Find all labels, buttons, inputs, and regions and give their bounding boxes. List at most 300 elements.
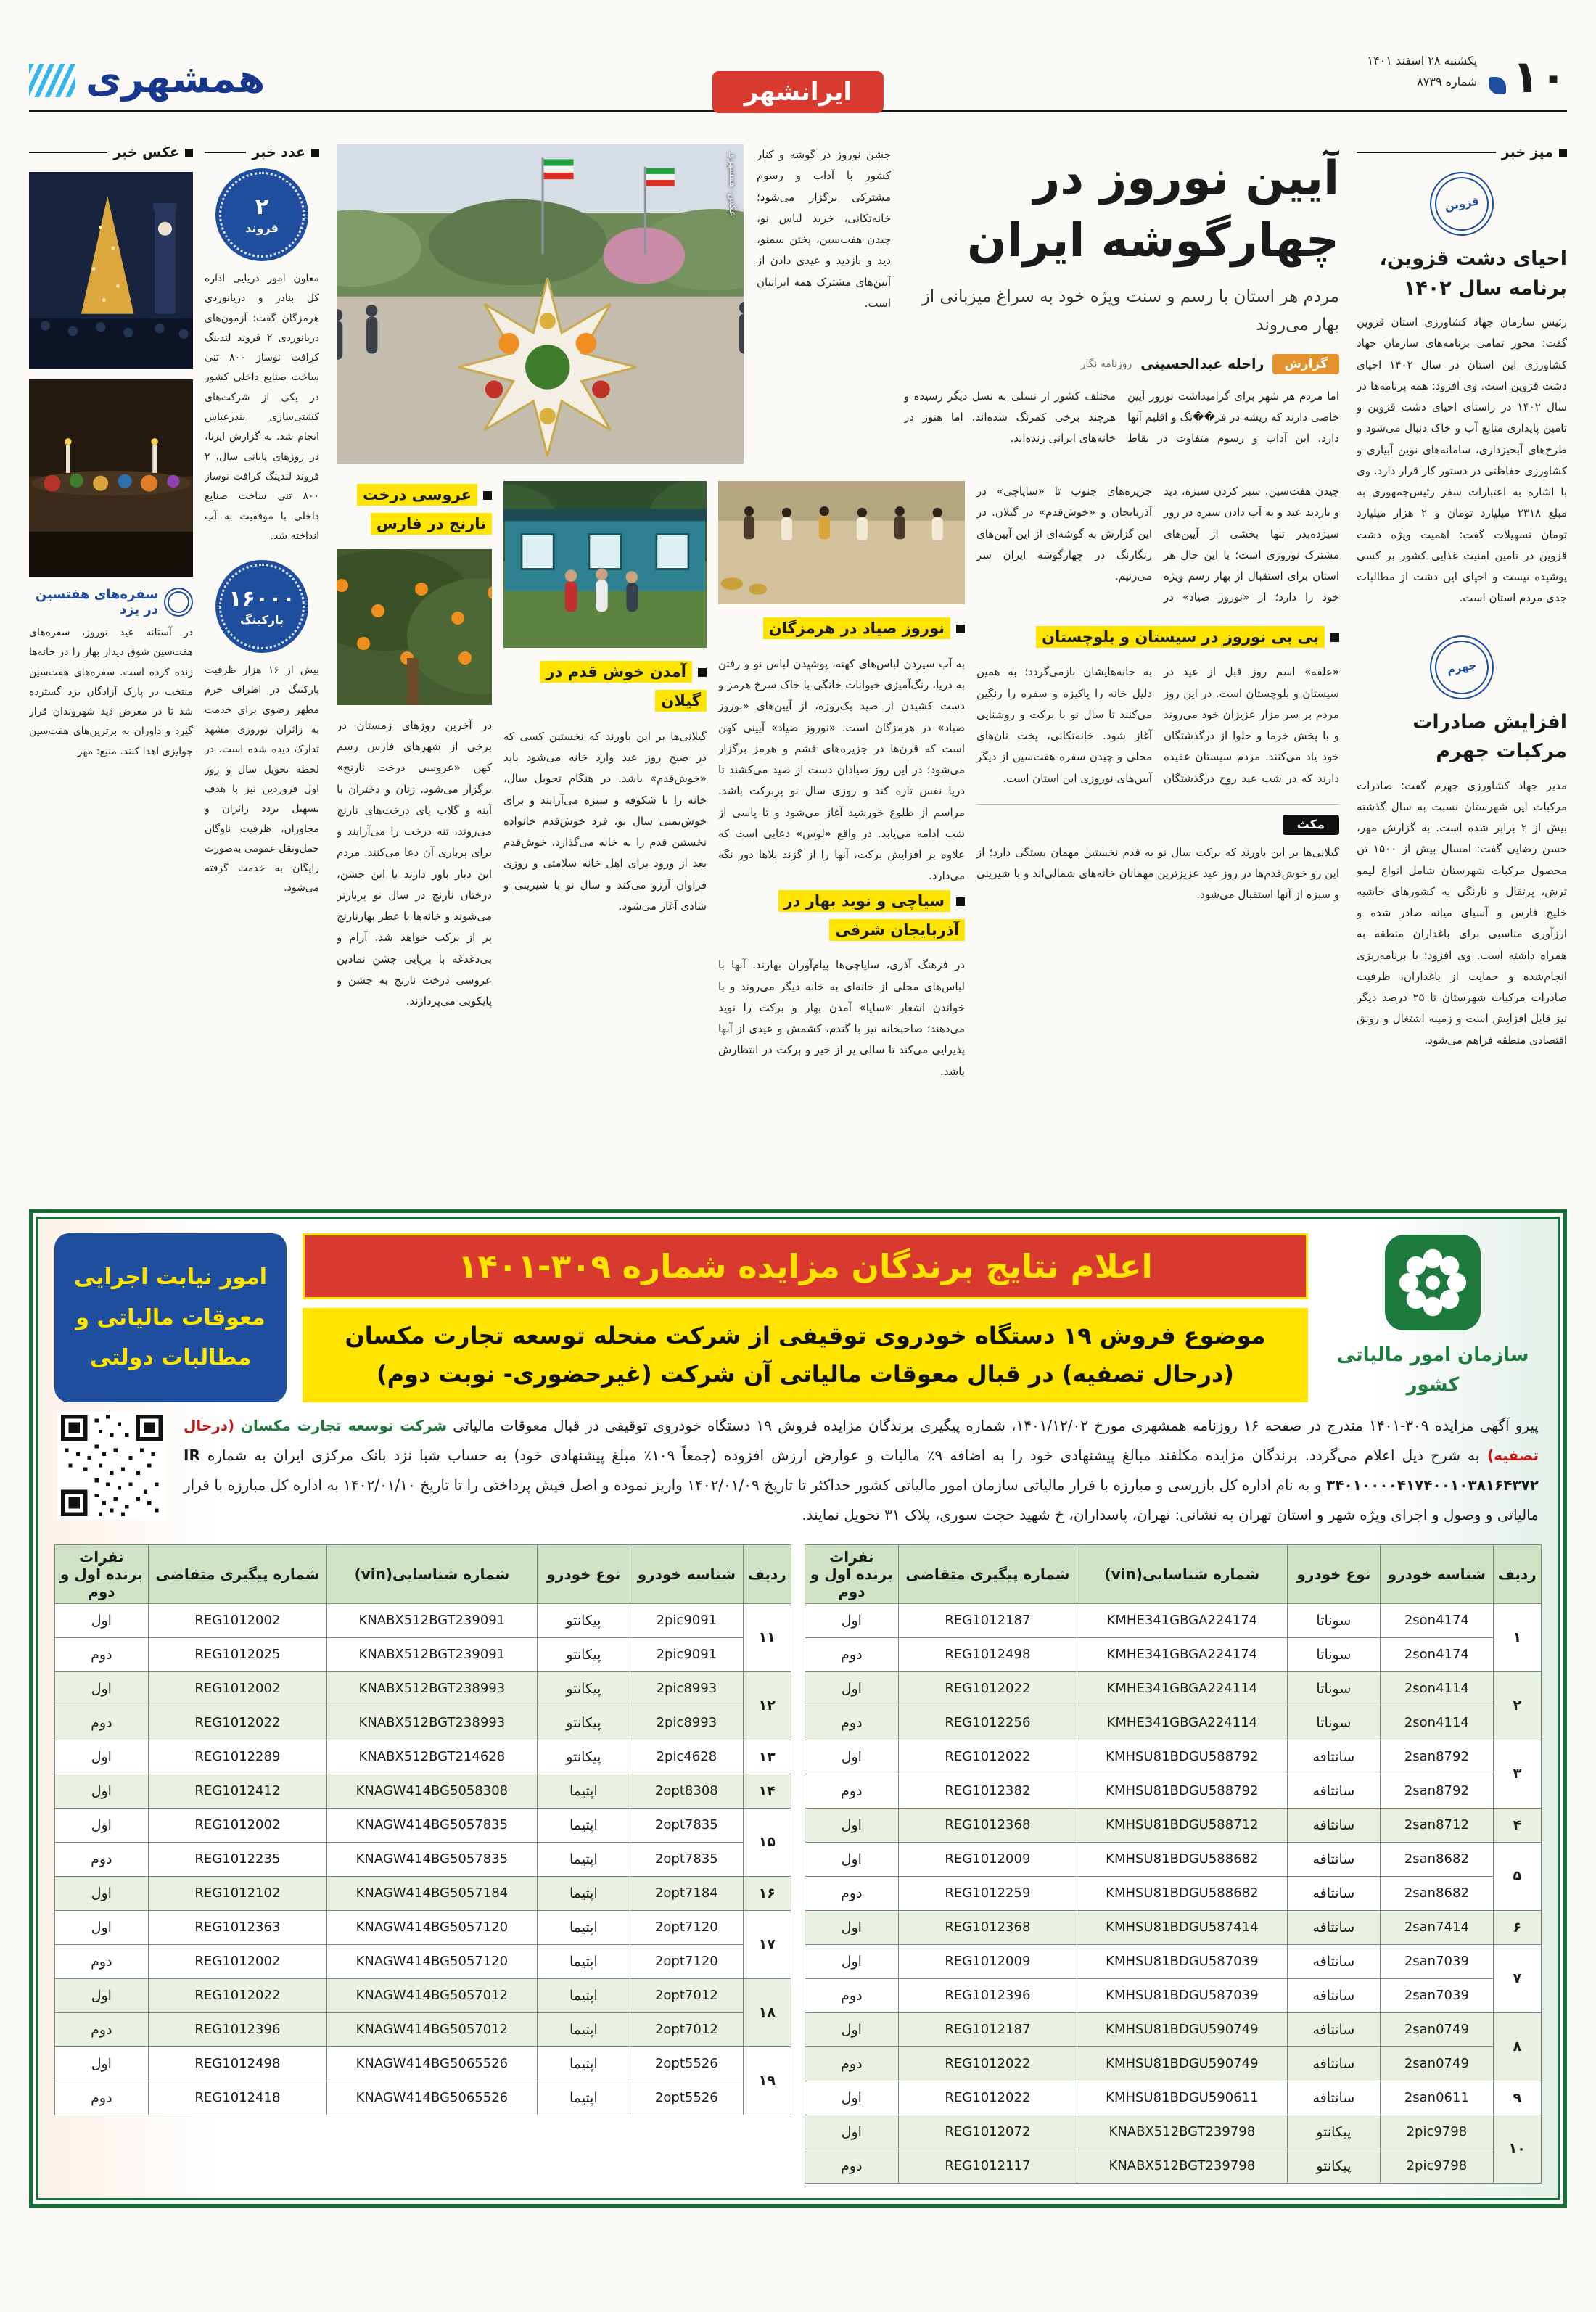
column-header: نوع خودرو	[1287, 1544, 1381, 1603]
auction-row	[55, 1978, 791, 2012]
lead-column	[757, 144, 891, 464]
column-header: شماره پیگیری متقاضی	[148, 1544, 327, 1603]
vehicle-type-cell: سوناتا	[1287, 1603, 1381, 1637]
subarticle-title: بی بی نوروز در سیستان و بلوچستان	[976, 623, 1339, 652]
vehicle-type-cell: پیکانتو	[537, 1706, 630, 1740]
vehicle-id-cell: 2san0611	[1381, 2081, 1493, 2115]
vehicle-id-cell: 2san8792	[1381, 1740, 1493, 1774]
winner-rank-cell: اول	[55, 1671, 149, 1706]
vehicle-id-cell: 2son4114	[1381, 1671, 1493, 1706]
square-bullet-icon	[956, 897, 965, 906]
row-number-cell: ۶	[1493, 1910, 1541, 1944]
vehicle-type-cell: پیکانتو	[537, 1671, 630, 1706]
row-number-cell: ۱۸	[743, 1978, 791, 2046]
tracking-number-cell: REG1012363	[148, 1910, 327, 1944]
subarticle-title: عروسی درخت نارنج در فارس	[337, 481, 492, 539]
column-header: نفرات برنده اول و دوم	[55, 1544, 149, 1603]
auction-row	[805, 1740, 1542, 1774]
article-title: افزایش صادرات مرکبات جهرم	[1412, 710, 1567, 762]
row-number-cell: ۱۱	[743, 1603, 791, 1671]
row-number-cell: ۴	[1493, 1808, 1541, 1842]
winner-rank-cell: اول	[55, 1876, 149, 1910]
winner-rank-cell: اول	[805, 1944, 899, 1978]
paragraph-segment: (درحال تصفیه)	[184, 1416, 1539, 1464]
vin-cell: KMHSU81BDGU588682	[1077, 1876, 1287, 1910]
vin-cell: KMHSU81BDGU587039	[1077, 1978, 1287, 2012]
edition-date: یکشنبه ۲۸ اسفند ۱۴۰۱	[1367, 54, 1478, 68]
vehicle-id-cell: 2san8712	[1381, 1808, 1493, 1842]
tracking-number-cell: REG1012022	[898, 2046, 1077, 2081]
row-number-cell: ۱۷	[743, 1910, 791, 1978]
vehicle-id-cell: 2opt5526	[630, 2081, 743, 2115]
winner-rank-cell: دوم	[55, 1944, 149, 1978]
auction-row	[55, 2081, 791, 2115]
tax-logo-art	[1385, 1235, 1481, 1330]
vehicle-id-cell: 2san7414	[1381, 1910, 1493, 1944]
winner-rank-cell: اول	[805, 2081, 899, 2115]
paragraph-segment: به شرح ذیل اعلام می‌گردد. برندگان مزایده مکلفند مبالغ پیشنهادی خود را به اضافه ۹٪ مالیات و عوارض ارزش افزوده (جمعاً ۱۰۹٪ مبلغ پیشنهادی خود) به حساب شبا نزد بانک مرکزی ایران به شماره	[200, 1446, 1480, 1464]
row-number-cell: ۸	[1493, 2012, 1541, 2081]
winner-rank-cell: دوم	[55, 2081, 149, 2115]
winner-rank-cell: دوم	[55, 1706, 149, 1740]
square-bullet-icon	[698, 668, 707, 677]
auction-row	[805, 1944, 1542, 1978]
vehicle-id-cell: 2opt7120	[630, 1910, 743, 1944]
subarticle-title: سیاچی و نوید بهار در آذربایجان شرقی	[718, 887, 965, 945]
section-label-news-desk	[1357, 144, 1567, 160]
winner-rank-cell: اول	[55, 1808, 149, 1842]
photo-hormozgan-beach	[718, 481, 965, 604]
main-lead: جشن نوروز در گوشه و کنار کشور با آداب و رسوم مشترکی برگزار می‌شود؛ خانه‌تکانی، خرید لباس نو، چیدن هفت‌سین، پختن سمنو، دید و بازدید و عیدی دادن از آیین‌های مشترک همه ایرانیان است.	[757, 148, 891, 310]
pause-body: گیلانی‌ها بر این باورند که برکت سال نو به قدم نخستین مهمان بستگی دارد؛ از این رو خوش‌قدم‌ها در روز عید عزیزترین مهمانان خانه‌های شمالی‌اند و با شیرینی و سبزه از آنها استقبال می‌شود.	[976, 845, 1339, 902]
vin-cell: KMHSU81BDGU588682	[1077, 1842, 1287, 1876]
news-desk-article	[1357, 635, 1567, 1051]
auction-row	[55, 1876, 791, 1910]
number-badge	[219, 564, 305, 649]
tracking-number-cell: REG1012256	[898, 1706, 1077, 1740]
vin-cell: KMHSU81BDGU590749	[1077, 2046, 1287, 2081]
vin-cell: KNAGW414BG5057184	[327, 1876, 537, 1910]
vehicle-type-cell: سانتافه	[1287, 1774, 1381, 1808]
auction-row	[805, 1842, 1542, 1876]
ad-inner-frame	[36, 1217, 1560, 2200]
column-header: شماره پیگیری متقاضی	[898, 1544, 1077, 1603]
winner-rank-cell: اول	[55, 1774, 149, 1808]
vin-cell: KMHSU81BDGU588792	[1077, 1740, 1287, 1774]
tracking-number-cell: REG1012002	[148, 1671, 327, 1706]
tracking-number-cell: REG1012022	[898, 1740, 1077, 1774]
vehicle-type-cell: سانتافه	[1287, 1978, 1381, 2012]
feature-top-row	[337, 144, 1339, 464]
vehicle-type-cell: پیکانتو	[537, 1637, 630, 1671]
feature-grid-col-c	[503, 481, 707, 1170]
vehicle-type-cell: اپتیما	[537, 2046, 630, 2081]
winner-rank-cell: اول	[55, 1978, 149, 2012]
vin-cell: KNABX512BGT239798	[1077, 2115, 1287, 2149]
vehicle-type-cell: سانتافه	[1287, 1740, 1381, 1774]
section-label-photo-news	[29, 144, 193, 160]
ad-header	[54, 1233, 1542, 1402]
ad-outer-frame	[29, 1209, 1567, 2208]
paragraph-segment: IR ۳۴۰۱۰۰۰۰۴۱۷۴۰۰۱۰۳۸۱۶۴۳۷۲	[184, 1446, 1539, 1494]
auction-row	[55, 1706, 791, 1740]
vin-cell: KNAGW414BG5065526	[327, 2081, 537, 2115]
winner-rank-cell: دوم	[805, 2046, 899, 2081]
vehicle-id-cell: 2san0749	[1381, 2012, 1493, 2046]
winner-rank-cell: اول	[805, 2012, 899, 2046]
newspaper-logo: همشهری	[29, 59, 265, 99]
page-header	[29, 32, 1567, 107]
vin-cell: KNAGW414BG5057120	[327, 1944, 537, 1978]
column-header: شناسه خودرو	[1381, 1544, 1493, 1603]
section-label-text: میز خبر	[1501, 144, 1553, 160]
tracking-number-cell: REG1012289	[148, 1740, 327, 1774]
auction-row	[55, 1637, 791, 1671]
row-number-cell: ۱۴	[743, 1774, 791, 1808]
vin-cell: KNAGW414BG5058308	[327, 1774, 537, 1808]
vehicle-id-cell: 2pic9798	[1381, 2149, 1493, 2183]
report-chip: گزارش	[1272, 354, 1339, 374]
tracking-number-cell: REG1012412	[148, 1774, 327, 1808]
tax-organization-logo	[1385, 1235, 1481, 1333]
auction-table-wrap-right	[805, 1544, 1542, 2184]
vehicle-id-cell: 2pic9091	[630, 1637, 743, 1671]
vin-cell: KMHE341GBGA224114	[1077, 1706, 1287, 1740]
pause-label: مکث	[1283, 815, 1339, 835]
subarticle-title: آمدن خوش قدم در گیلان	[503, 658, 707, 716]
vehicle-id-cell: 2opt7012	[630, 1978, 743, 2012]
page-corner-icon	[1489, 77, 1506, 94]
auction-row	[55, 1842, 791, 1876]
winner-rank-cell: دوم	[805, 1876, 899, 1910]
vehicle-type-cell: پیکانتو	[537, 1740, 630, 1774]
header-right	[1367, 50, 1567, 104]
article-title: احیای دشت قزوین، برنامه سال ۱۴۰۲	[1379, 247, 1567, 300]
vehicle-id-cell: 2san7039	[1381, 1944, 1493, 1978]
section-label-text: عکس خبر	[113, 144, 179, 160]
vehicle-id-cell: 2opt7012	[630, 2012, 743, 2046]
vehicle-type-cell: سانتافه	[1287, 1842, 1381, 1876]
vehicle-id-cell: 2opt7835	[630, 1842, 743, 1876]
vin-cell: KNAGW414BG5065526	[327, 2046, 537, 2081]
beach-photo-art	[718, 481, 965, 604]
label-rule	[29, 152, 107, 153]
seal-icon: جهرم	[1425, 630, 1499, 704]
vehicle-type-cell: اپتیما	[537, 1978, 630, 2012]
vehicle-id-cell: 2opt7835	[630, 1808, 743, 1842]
feature-grid-col-a	[976, 481, 1339, 1170]
section-label-text: عدد خبر	[252, 144, 305, 160]
vehicle-id-cell: 2son4174	[1381, 1637, 1493, 1671]
auction-row	[805, 1978, 1542, 2012]
vin-cell: KNABX512BGT214628	[327, 1740, 537, 1774]
tracking-number-cell: REG1012117	[898, 2149, 1077, 2183]
feature-grid-col-b	[718, 481, 965, 1170]
column-header: ردیف	[743, 1544, 791, 1603]
auction-row	[805, 2149, 1542, 2183]
feature-grid-col-d	[337, 481, 492, 1170]
executive-affairs-box: امور نیابت اجرایی معوقات مالیاتی و مطالبات دولتی	[54, 1233, 287, 1402]
auction-row	[55, 1671, 791, 1706]
cottage-photo-art	[503, 481, 707, 648]
row-number-cell: ۱۶	[743, 1876, 791, 1910]
vehicle-type-cell: اپتیما	[537, 1774, 630, 1808]
row-number-cell: ۱۰	[1493, 2115, 1541, 2183]
winner-rank-cell: دوم	[55, 2012, 149, 2046]
winner-rank-cell: اول	[805, 1910, 899, 1944]
tracking-number-cell: REG1012498	[898, 1637, 1077, 1671]
vin-cell: KNAGW414BG5057835	[327, 1808, 537, 1842]
winner-rank-cell: اول	[55, 1740, 149, 1774]
auction-row	[805, 2012, 1542, 2046]
row-number-cell: ۵	[1493, 1842, 1541, 1910]
column-header: نفرات برنده اول و دوم	[805, 1544, 899, 1603]
winner-rank-cell: اول	[55, 1910, 149, 1944]
article-body: رئیس سازمان جهاد کشاورزی استان قزوین گفت: محور تمامی برنامه‌های سازمان جهاد کشاورزی این استان در سال ۱۴۰۲ احیای دشت قزوین است. وی افزود: همه برنامه‌ها در سال ۱۴۰۲ در راستای احیای دشت قزوین و تامین پایداری منابع آب و خاک دنبال می‌شود و طرح‌های آبخیزداری، سامانه‌های نوین آبیاری و کشاورزی حفاظتی در دستور کار قرار دارد. وی با اشاره به اعتبارات سفر رئیس‌جمهوری به مبلغ ۲۳۱۸ میلیارد تومان و ۲ هزار میلیارد تومان تسهیلات گفت: اهمیت ویژه دشت قزوین در تامین امنیت غذایی کشور بر کسی پوشیده نیست و احیای این دشت از مطالبات جدی مردم استان است.	[1357, 316, 1567, 605]
tracking-number-cell: REG1012102	[148, 1876, 327, 1910]
subarticle-body: در فرهنگ آذری، سایاچی‌ها پیام‌آوران بهارند. آنها با لباس‌های محلی از خانه‌ای به خانه دیگر می‌روند و با خواندن اشعار «سایا» آمدن بهار و برکت را نوید می‌دهند؛ صاحبخانه نیز با گندم، کشمش و عیدی از آنها پذیرایی می‌کند تا سالی پر از خیر و برکت در انتظارش باشد.	[718, 958, 965, 1078]
auction-row	[805, 2046, 1542, 2081]
auction-row	[805, 1603, 1542, 1637]
tracking-number-cell: REG1012396	[898, 1978, 1077, 2012]
photo-orange-tree	[337, 549, 492, 705]
vehicle-id-cell: 2son4174	[1381, 1603, 1493, 1637]
square-bullet-icon	[483, 491, 492, 500]
photo-credit: عکس: همشهری	[727, 152, 738, 217]
vehicle-id-cell: 2opt8308	[630, 1774, 743, 1808]
square-bullet-icon	[1559, 149, 1567, 157]
winner-rank-cell: اول	[805, 2115, 899, 2149]
seal-icon	[164, 588, 193, 617]
row-number-cell: ۱۹	[743, 2046, 791, 2115]
row-number-cell: ۱	[1493, 1603, 1541, 1671]
vehicle-id-cell: 2opt5526	[630, 2046, 743, 2081]
auction-row	[55, 2046, 791, 2081]
photo-caption-body: در آستانه عید نوروز، سفره‌های هفت‌سین شوق دیدار بهار را در خانه‌ها زنده کرده است. سفره‌های هفت‌سین منتخب در پارک آزادگان یزد گسترده شد تا در معرض دید شهروندان قرار گیرد و داوران به برترین‌های هفت‌سین جوایزی اهدا کنند. منبع: مهر	[29, 627, 193, 757]
haftsin-photo-art	[29, 379, 193, 577]
tracking-number-cell: REG1012368	[898, 1808, 1077, 1842]
auction-row	[55, 1603, 791, 1637]
auction-table-rows-1-10	[805, 1544, 1542, 2184]
paragraph-segment: پیرو آگهی مزایده ۳۰۹-۱۴۰۱ مندرج در صفحه ۱۶ روزنامه همشهری مورخ ۱۴۰۱/۱۲/۰۲، شماره پیگیری برندگان مزایده فروش ۱۹ دستگاه خودروی توقیفی در قبال معوقات مالیاتی	[447, 1416, 1539, 1434]
auction-title-banner: اعلام نتایج برندگان مزایده شماره ۳۰۹-۱۴۰۱	[303, 1233, 1308, 1299]
vin-cell: KMHSU81BDGU588792	[1077, 1774, 1287, 1808]
qr-code	[57, 1411, 166, 1520]
tracking-number-cell: REG1012418	[148, 2081, 327, 2115]
winner-rank-cell: اول	[805, 1671, 899, 1706]
vehicle-type-cell: اپتیما	[537, 1944, 630, 1978]
vehicle-type-cell: سانتافه	[1287, 1876, 1381, 1910]
vehicle-type-cell: اپتیما	[537, 1910, 630, 1944]
auction-table-rows-11-19	[54, 1544, 791, 2115]
row-number-cell: ۲	[1493, 1671, 1541, 1740]
section-masthead: ایرانشهر	[712, 71, 884, 113]
vin-cell: KNABX512BGT238993	[327, 1671, 537, 1706]
square-bullet-icon	[311, 149, 319, 157]
feature-grid	[337, 481, 1339, 1170]
qr-code-art	[57, 1411, 166, 1520]
auction-row	[55, 1808, 791, 1842]
vehicle-id-cell: 2san8682	[1381, 1876, 1493, 1910]
auction-row	[805, 1876, 1542, 1910]
subarticle-body: در آخرین روزهای زمستان در برخی از شهرهای فارس رسم کهن «عروسی درخت نارنج» برگزار می‌شود. زنان و دختران با آینه و گلاب پای درخت‌های نارنج می‌روند، تنه درخت را می‌آرایند و برای پرباری آن دعا می‌کنند. مردم این دیار باور دارند با این جشن، درختان نارنج در سال نو پربارتر می‌شوند و خانه‌ها با عطر بهارنارنج پر از برکت خواهد شد. آرام و بی‌دغدغه با برپایی جشن نمادین عروسی درخت نارنج به جشن و پایکوبی می‌پردازند.	[337, 718, 492, 1008]
number-news-column	[205, 144, 319, 1189]
vin-cell: KNAGW414BG5057012	[327, 2012, 537, 2046]
tracking-number-cell: REG1012009	[898, 1842, 1077, 1876]
auction-tables	[54, 1544, 1542, 2184]
number-value: ۱۶۰۰۰	[229, 586, 295, 612]
vehicle-type-cell: سانتافه	[1287, 2046, 1381, 2081]
photo-haftsin-night	[29, 379, 193, 577]
winner-rank-cell: دوم	[55, 1637, 149, 1671]
square-bullet-icon	[185, 149, 193, 157]
vin-cell: KMHSU81BDGU587039	[1077, 1944, 1287, 1978]
vehicle-type-cell: سانتافه	[1287, 1910, 1381, 1944]
auction-row	[55, 1910, 791, 1944]
reporter-name: راحله عبدالحسینی	[1140, 355, 1264, 372]
number-value: ۲	[255, 194, 269, 220]
column-header: شناسه خودرو	[630, 1544, 743, 1603]
auction-row	[55, 1740, 791, 1774]
photo-nowruz-display	[337, 144, 744, 464]
vin-cell: KNABX512BGT239091	[327, 1637, 537, 1671]
winner-rank-cell: دوم	[55, 1842, 149, 1876]
vehicle-id-cell: 2san7039	[1381, 1978, 1493, 2012]
vehicle-type-cell: اپتیما	[537, 1876, 630, 1910]
vehicle-type-cell: اپتیما	[537, 1842, 630, 1876]
tracking-number-cell: REG1012022	[148, 1978, 327, 2012]
main-feature-column	[337, 144, 1339, 1189]
auction-row	[55, 1774, 791, 1808]
winner-rank-cell: دوم	[805, 2149, 899, 2183]
auction-row	[55, 2012, 791, 2046]
vehicle-type-cell: سوناتا	[1287, 1671, 1381, 1706]
nowruz-photo-art	[337, 144, 744, 464]
subarticle-body: به آب سپردن لباس‌های کهنه، پوشیدن لباس نو و رفتن به دریا، رنگ‌آمیزی حیوانات خانگی با خاک سرخ هرمز و دست کشیدن از صید یک‌روزه، از آیین‌های «نوروز صیاد» در هرمزگان است. «نوروز صیاد» آیینی کهن است که قرن‌ها در جزیره‌های قشم و هرمز برگزار می‌شود؛ در این روز صیادان دست از صید می‌کشند تا دریا نفس تازه کند و روزی سال نو پربرکت باشد. مراسم از طلوع خورشید آغاز می‌شود و تا پاسی از شب ادامه می‌یابد. در واقع «لوس» دعایی است که علاوه بر افزایش برکت، آنها را از گزند بلاها دور نگه می‌دارد.	[718, 657, 965, 883]
row-number-cell: ۱۳	[743, 1740, 791, 1774]
vin-cell: KMHSU81BDGU590749	[1077, 2012, 1287, 2046]
issue-number: شماره ۸۷۳۹	[1417, 75, 1478, 89]
vin-cell: KNAGW414BG5057835	[327, 1842, 537, 1876]
tracking-number-cell: REG1012235	[148, 1842, 327, 1876]
tracking-number-cell: REG1012002	[148, 1944, 327, 1978]
tracking-number-cell: REG1012022	[148, 1706, 327, 1740]
square-bullet-icon	[1330, 633, 1339, 642]
vehicle-type-cell: اپتیما	[537, 2081, 630, 2115]
main-body-start: اما مردم هر شهر برای گرامیداشت نوروز آیین خاصی دارند که ریشه در فر��نگ و اقلیم آنها دارد. این آداب و رسوم متفاوت در نقاط مختلف کشور از نسلی به نسل دیگر رسیده و هرچند برخی کمرنگ شده‌اند، اما هنوز در خانه‌های ایرانی زنده‌اند.	[904, 389, 1339, 445]
vehicle-type-cell: سوناتا	[1287, 1637, 1381, 1671]
photo-caption-head	[29, 587, 193, 617]
winner-rank-cell: دوم	[805, 1978, 899, 2012]
row-number-cell: ۳	[1493, 1740, 1541, 1808]
tracking-number-cell: REG1012002	[148, 1808, 327, 1842]
vehicle-type-cell: اپتیما	[537, 2012, 630, 2046]
row-number-cell: ۷	[1493, 1944, 1541, 2012]
main-body-continued: چیدن هفت‌سین، سبز کردن سبزه، دید و بازدید عید و به آب دادن سبزه در روز سیزده‌بدر تنها بخشی از آیین‌های مشترک نوروزی است؛ با این حال هر استان برای استقبال از بهار رسم ویژه خود را دارد؛ از «نوروز صیاد» در جزیره‌های جنوب تا «سایاچی» در آذربایجان و «خوش‌قدم» در گیلان. در این گزارش به گوشه‌ای از این آیین‌های رنگارنگ در چهارگوشه ایران سر می‌زنیم.	[976, 485, 1339, 604]
vehicle-type-cell: سانتافه	[1287, 1944, 1381, 1978]
subarticle-title: نوروز صیاد در هرمزگان	[718, 614, 965, 643]
vehicle-id-cell: 2pic8993	[630, 1671, 743, 1706]
vehicle-id-cell: 2pic4628	[630, 1740, 743, 1774]
auction-row	[805, 2115, 1542, 2149]
number-badge	[219, 172, 305, 258]
tracking-number-cell: REG1012382	[898, 1774, 1077, 1808]
label-rule	[205, 152, 246, 153]
tracking-number-cell: REG1012002	[148, 1603, 327, 1637]
vin-cell: KMHSU81BDGU590611	[1077, 2081, 1287, 2115]
news-area	[29, 144, 1567, 1189]
photo-night-tree	[29, 172, 193, 369]
column-header: شماره شناسایی(vin)	[327, 1544, 537, 1603]
auction-subject-box: موضوع فروش ۱۹ دستگاه خودروی توقیفی از شرکت منحله توسعه تجارت مکسان (درحال تصفیه) در قبال معوقات مالیاتی آن شرکت (غیرحضوری- نوبت دوم)	[303, 1308, 1308, 1402]
auction-row	[805, 1910, 1542, 1944]
vehicle-id-cell: 2san8682	[1381, 1842, 1493, 1876]
orange-tree-photo-art	[337, 549, 492, 705]
vehicle-id-cell: 2pic9091	[630, 1603, 743, 1637]
vehicle-type-cell: پیکانتو	[1287, 2115, 1381, 2149]
winner-rank-cell: اول	[805, 1603, 899, 1637]
night-tree-photo-art	[29, 172, 193, 369]
tracking-number-cell: REG1012498	[148, 2046, 327, 2081]
tax-organization-name: سازمان امور مالیاتی کشور	[1336, 1344, 1529, 1396]
section-label-number-news	[205, 144, 319, 160]
vin-cell: KMHE341GBGA224174	[1077, 1603, 1287, 1637]
winner-rank-cell: اول	[805, 1740, 899, 1774]
feature-title-block	[904, 144, 1339, 464]
vin-cell: KMHSU81BDGU587414	[1077, 1910, 1287, 1944]
tracking-number-cell: REG1012022	[898, 1671, 1077, 1706]
photo-caption-title: سفره‌های هفتسین در یزد	[35, 587, 158, 617]
auction-row	[805, 2081, 1542, 2115]
subarticle-body: گیلانی‌ها بر این باورند که نخستین کسی که در صبح روز عید وارد خانه می‌شود باید «خوش‌قدم» باشد. در هنگام تحویل سال، خانه را با شکوفه و سبزه می‌آرایند و برای خوش‌یمنی سال نو، فرد خوش‌قدم خانواده نخستین قدم را به خانه می‌گذارد. خوش‌قدم بعد از ورود برای اهل خانه سلامتی و روزی فراوان آرزو می‌کند و سال نو با شیرینی و شادی آغاز می‌شود.	[503, 729, 707, 913]
vehicle-id-cell: 2pic9798	[1381, 2115, 1493, 2149]
square-bullet-icon	[956, 625, 965, 633]
paragraph-segment: و به نام اداره کل بازرسی و مبارزه با فرار مالیاتی سازمان امور مالیاتی کشور حداکثر تا تاریخ ۱۴۰۲/۰۱/۰۹ واریز نموده و اصل فیش پرداختی را تا تاریخ ۱۴۰۲/۰۱/۱۰ به اداره کل مبارزه با فرار مالیاتی و وصول و اجرای ویژه شهر و استان تهران به نشانی: تهران، پاسداران، خ شهید حجت سوری، پلاک ۳۱ تحویل نمایند.	[184, 1476, 1539, 1523]
vehicle-type-cell: پیکانتو	[1287, 2149, 1381, 2183]
tracking-number-cell: REG1012259	[898, 1876, 1077, 1910]
auction-row	[805, 1637, 1542, 1671]
vin-cell: KNAGW414BG5057120	[327, 1910, 537, 1944]
vehicle-type-cell: سانتافه	[1287, 2012, 1381, 2046]
byline	[904, 354, 1339, 374]
vehicle-type-cell: اپتیما	[537, 1808, 630, 1842]
vehicle-id-cell: 2pic8993	[630, 1706, 743, 1740]
tracking-number-cell: REG1012009	[898, 1944, 1077, 1978]
row-number-cell: ۱۵	[743, 1808, 791, 1876]
winner-rank-cell: اول	[55, 2046, 149, 2081]
column-header: ردیف	[1493, 1544, 1541, 1603]
news-desk-article	[1357, 172, 1567, 609]
tracking-number-cell: REG1012072	[898, 2115, 1077, 2149]
photo-gilan-cottage	[503, 481, 707, 648]
number-news-body: بیش از ۱۶ هزار ظرفیت پارکینگ در اطراف حرم مطهر رضوی برای خدمت به زائران نوروزی مشهد تدارک دیده شده است. در لحظه تحویل سال و روز اول فروردین نیز با هدف تسهیل تردد زائران و مجاوران، ظرفیت ناوگان حمل‌ونقل عمومی به‌صورت رایگان به خدمت گرفته می‌شود.	[205, 665, 319, 894]
pause-box	[976, 804, 1339, 906]
main-subtitle: مردم هر استان با رسم و سنت ویژه خود به سراغ میزبانی از بهار می‌روند	[921, 287, 1339, 334]
vehicle-type-cell: سانتافه	[1287, 2081, 1381, 2115]
column-header: نوع خودرو	[537, 1544, 630, 1603]
auction-row	[805, 1774, 1542, 1808]
vehicle-type-cell: پیکانتو	[537, 1603, 630, 1637]
row-number-cell: ۹	[1493, 2081, 1541, 2115]
subarticle-body: «علفه» اسم روز قبل از عید در سیستان و بلوچستان است. در این روز مردم بر سر مزار عزیزان خود می‌روند و با پخش خرما و حلوا از درگذشتگان خود یاد می‌کنند. مردم سیستان عقیده دارند که در شب عید روح درگذشتگان به خانه‌هایشان بازمی‌گردد؛ به همین دلیل خانه را پاکیزه و سفره را رنگین می‌کنند تا سال نو با برکت و روشنایی آغاز شود. خانه‌تکانی، پخت نان‌های محلی و چیدن سفره هفت‌سین از دیگر آیین‌های نوروزی این استان است.	[976, 665, 1339, 785]
ad-paragraph-row	[57, 1411, 1539, 1530]
date-issue-block	[1367, 51, 1478, 99]
table-header-row	[55, 1544, 791, 1603]
vehicle-id-cell: 2son4114	[1381, 1706, 1493, 1740]
seal-icon: قزوین	[1425, 167, 1499, 241]
winner-rank-cell: دوم	[805, 1637, 899, 1671]
page-number: ۱۰	[1512, 50, 1567, 104]
